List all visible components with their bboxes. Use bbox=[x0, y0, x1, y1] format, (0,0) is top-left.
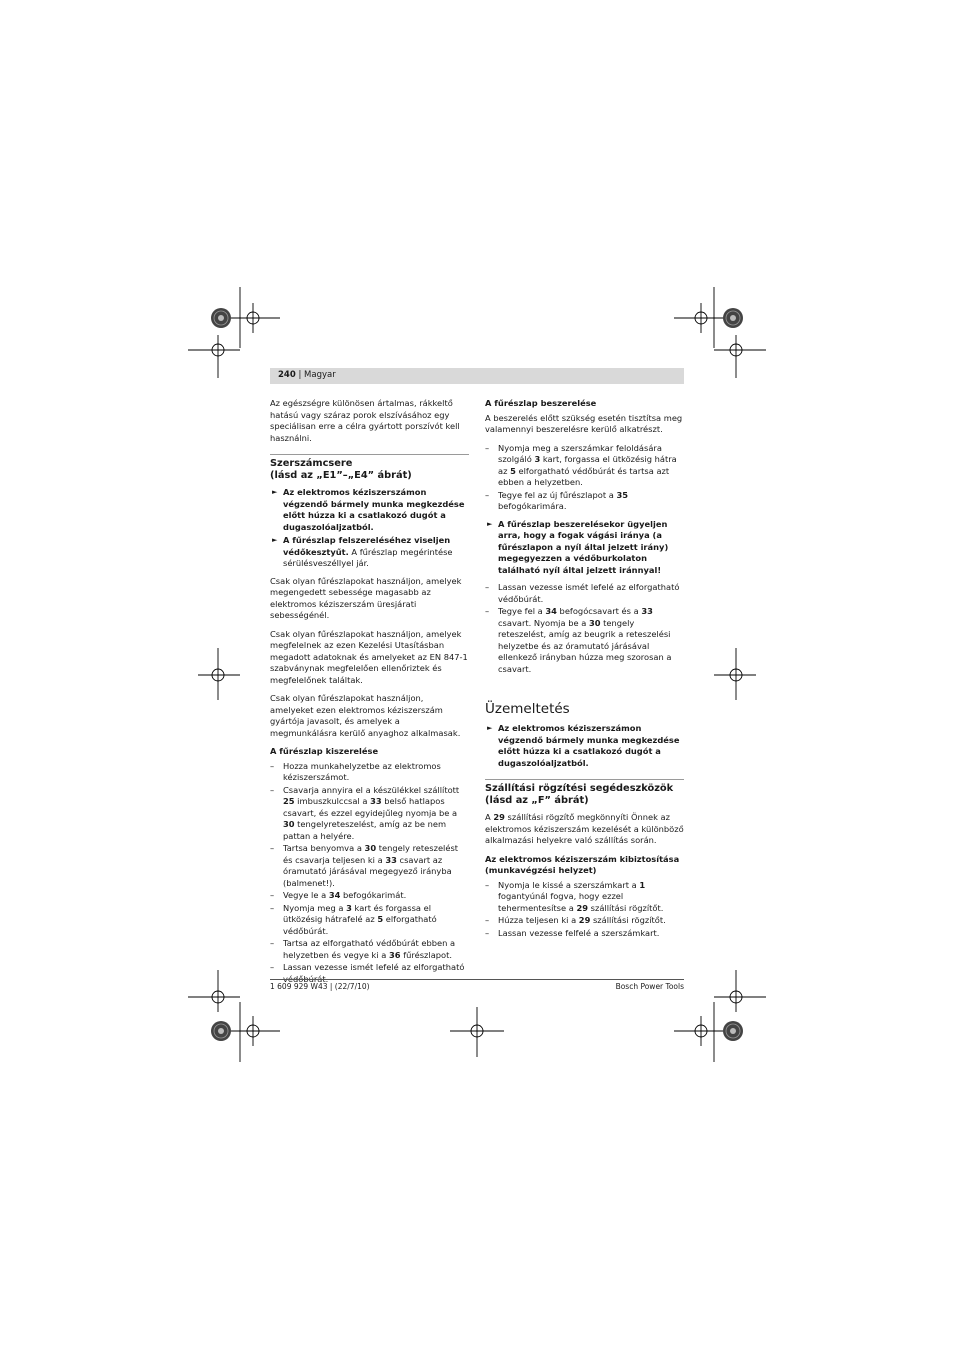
left-column bbox=[270, 398, 469, 991]
subheading-blade-install: A fűrészlap beszerelése bbox=[485, 398, 597, 408]
warning-list bbox=[485, 519, 684, 577]
warning-item: ► A fűrészlap beszerelésekor ügyeljen arra, hogy a fogak vágási iránya (a fűrészlapon a nyíl által jelzett irány) megegyezzen a védőburkolaton található nyíl által jelzett iránnyal! bbox=[487, 518, 669, 575]
list-item: – Nyomja meg a 3 kart és forgassa el ütközésig hátrafelé az 5 elforgatható védőbúrát. bbox=[270, 902, 437, 936]
bullet-triangle-icon: ► bbox=[487, 724, 493, 732]
list-item: – Lassan vezesse ismét lefelé az elforgatható védőbúrát. bbox=[485, 582, 680, 604]
list-item: – Vegye le a 34 befogókarimát. bbox=[270, 890, 407, 900]
intro-paragraph: Az egészségre különösen ártalmas, rákkeltő hatású vagy száraz porok elszívásához egy speciálisan erre a célra gyártott porszívót kell használni. bbox=[270, 398, 460, 443]
list-item: – Nyomja le kissé a szerszámkart a 1 fogantyúnál fogva, hogy ezzel tehermentesítse a 29 szállítási rögzítőt. bbox=[485, 879, 664, 913]
warning-item: ► Az elektromos kéziszerszámon végzendő bármely munka megkezdése előtt húzza ki a csatlakozó dugót a dugaszolóaljzatból. bbox=[487, 723, 680, 768]
section-divider bbox=[270, 454, 469, 455]
header-language: Magyar bbox=[304, 370, 336, 380]
list-item: – Lassan vezesse ismét lefelé az elforgatható védőbúrát. bbox=[270, 962, 465, 984]
install-steps bbox=[485, 443, 684, 513]
page-number: 240 bbox=[278, 370, 296, 380]
list-item: – Tartsa benyomva a 30 tengely reteszelést és csavarja teljesen ki a 33 csavart az óramutató járásával megegyező irányba (balmenet!). bbox=[270, 843, 459, 888]
footer-doc-code: 1 609 929 W43 | (22/7/10) bbox=[270, 982, 370, 991]
main-heading-operation: Üzemeltetés bbox=[485, 701, 570, 717]
list-item: – Tegye fel a 34 befogócsavart és a 33 csavart. Nyomja be a 30 tengely reteszelést, amíg az beugrik a reteszelési helyzetbe és az óramutató járásával ellenkező irányban húzza meg szorosan a csavart. bbox=[485, 606, 672, 674]
list-item: – Tartsa az elforgatható védőbúrát ebben a helyzetben és vegye ki a 36 fűrészlapot. bbox=[270, 938, 456, 960]
list-item: – Húzza teljesen ki a 29 szállítási rögzítőt. bbox=[485, 915, 666, 925]
install-steps-continued bbox=[485, 582, 684, 675]
right-column bbox=[485, 398, 684, 945]
body-paragraph: Csak olyan fűrészlapokat használjon, amelyeket ezen elektromos kéziszerszám gyártója javasolt, és amelyek a megmunkálásra kerülő anyaghoz alkalmasak. bbox=[270, 693, 461, 738]
page-header bbox=[278, 370, 336, 381]
list-item: – Tegye fel az új fűrészlapot a 35 befogókarimára. bbox=[485, 489, 629, 511]
body-paragraph: Csak olyan fűrészlapokat használjon, amelyek megfelelnek az ezen Kezelési Utasításban megadott adatoknak és amelyeket az EN 847-1 szabványnak megfelelően ellenőriztek és megfelelőnek találtak. bbox=[270, 628, 468, 685]
bullet-triangle-icon: ► bbox=[272, 488, 278, 496]
list-item: – Nyomja meg a szerszámkar feloldására szolgáló 3 kart, forgassa el ütközésig hátra az 5 elforgatható védőbúrát és tartsa azt ebben a helyzetben. bbox=[485, 442, 677, 487]
header-separator: | bbox=[298, 370, 302, 380]
unlock-steps bbox=[485, 880, 684, 940]
warning-item: ► Az elektromos kéziszerszámon végzendő bármely munka megkezdése előtt húzza ki a csatlakozó dugót a dugaszolóaljzatból. bbox=[272, 487, 465, 532]
section-divider bbox=[485, 779, 684, 780]
footer-brand: Bosch Power Tools bbox=[615, 982, 684, 991]
bullet-triangle-icon: ► bbox=[487, 519, 493, 528]
list-item: – Csavarja annyira el a készülékkel szállított 25 imbuszkulccsal a 33 belső hatlapos csavart, és ezzel egyidejűleg nyomja be a 30 tengelyreteszelést, amíg az be nem pattan a helyére. bbox=[270, 784, 460, 841]
warning-list bbox=[485, 723, 684, 769]
subheading-blade-removal: A fűrészlap kiszerelése bbox=[270, 746, 379, 756]
list-item: – Lassan vezesse felfelé a szerszámkart. bbox=[485, 927, 660, 938]
warning-list bbox=[270, 487, 469, 570]
section-title-tool-change: Szerszámcsere (lásd az „E1”–„E4” ábrát) bbox=[270, 458, 412, 481]
body-paragraph: Csak olyan fűrészlapokat használjon, amelyek megengedett sebessége magasabb az elektromos kéziszerszám üresjárati sebességénél. bbox=[270, 575, 462, 620]
body-paragraph: A 29 szállítási rögzítő megkönnyíti Önnek az elektromos kéziszerszám kezelését a különböző alkalmazási helyekre való szállítás során. bbox=[485, 812, 684, 845]
warning-item: ► A fűrészlap felszereléséhez viseljen védőkesztyűt. A fűrészlap megérintése sérülésveszéllyel jár. bbox=[272, 535, 453, 568]
removal-steps bbox=[270, 761, 469, 986]
list-item: – Hozza munkahelyzetbe az elektromos kéziszerszámot. bbox=[270, 760, 441, 782]
footer-divider bbox=[270, 979, 684, 980]
bullet-triangle-icon: ► bbox=[272, 536, 278, 544]
subheading-unlock: Az elektromos kéziszerszám kibiztosítása (munkavégzési helyzet) bbox=[485, 853, 680, 875]
body-paragraph: A beszerelés előtt szükség esetén tisztítsa meg valamennyi beszerelésre kerülő alkatrészt. bbox=[485, 412, 683, 434]
section-title-transport: Szállítási rögzítési segédeszközök (lásd az „F” ábrát) bbox=[485, 783, 674, 806]
